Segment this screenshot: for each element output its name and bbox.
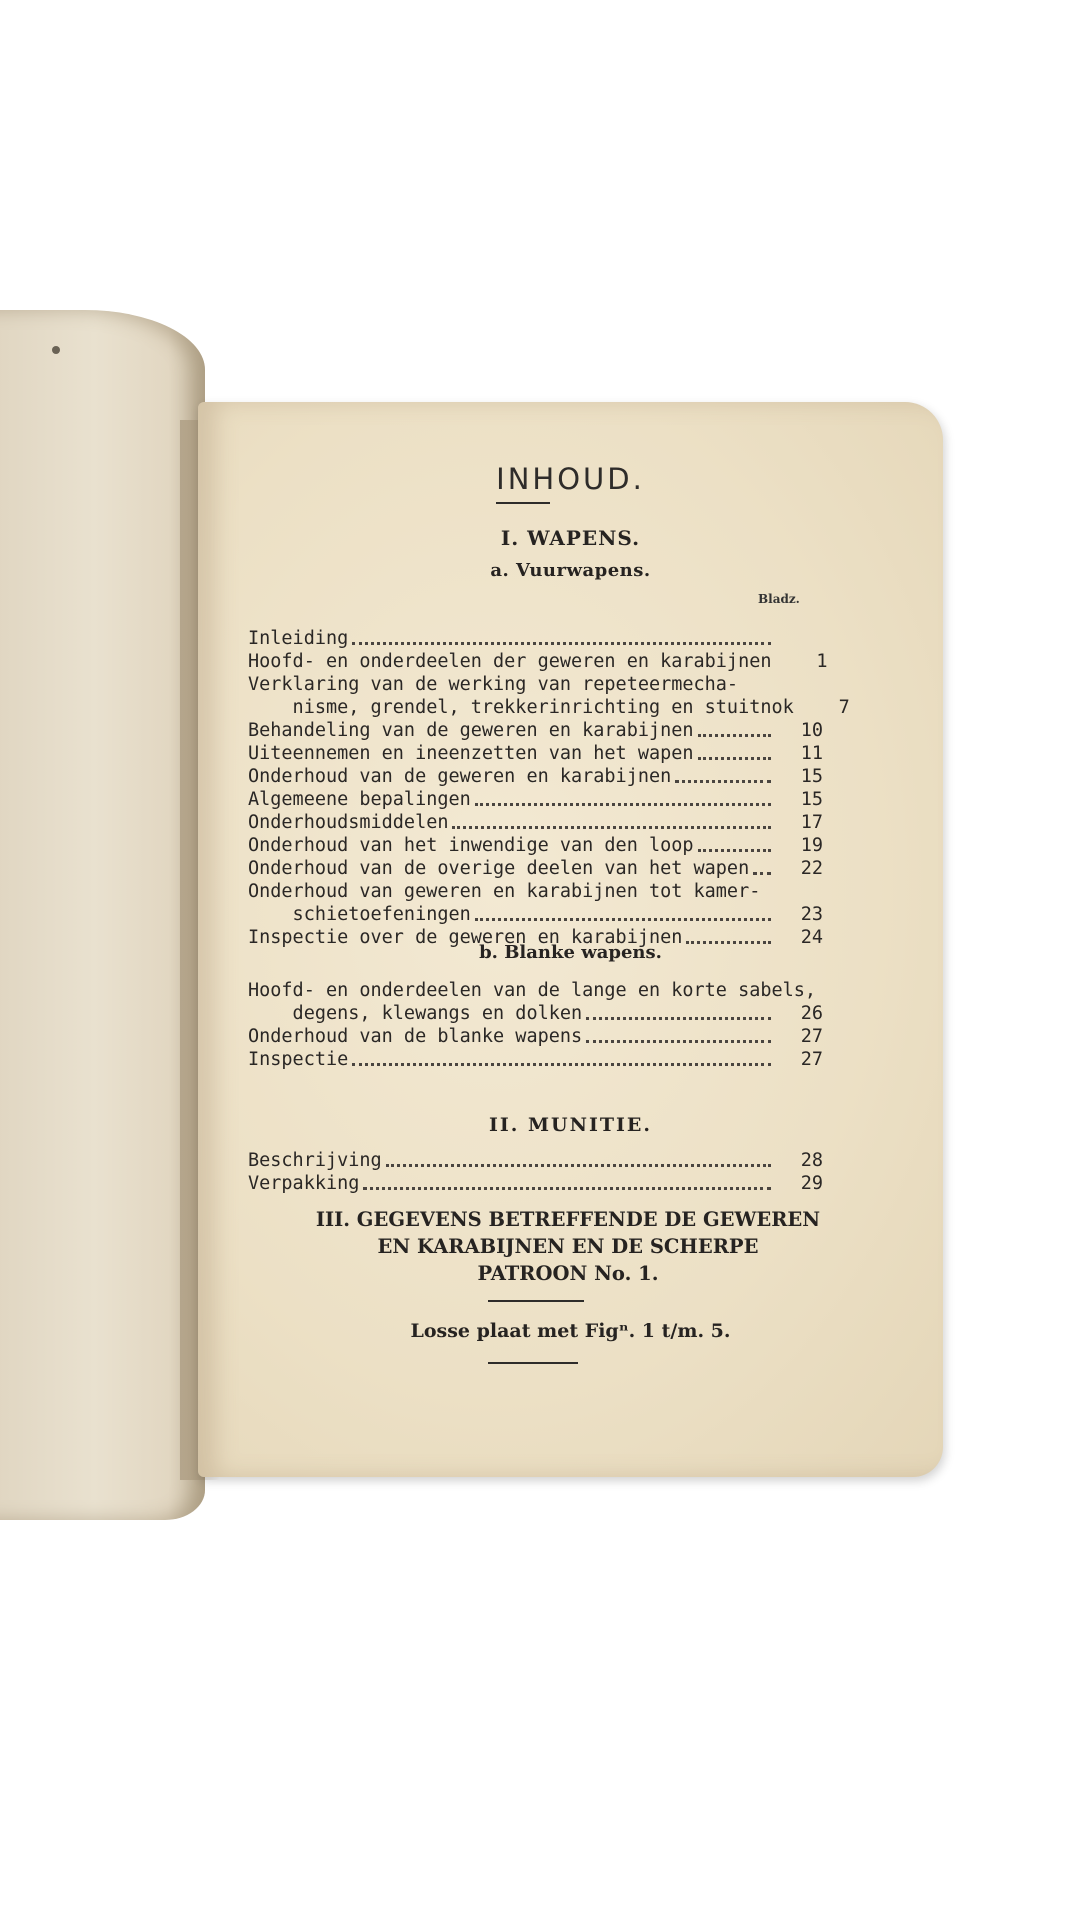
dot-leader: [698, 839, 771, 852]
toc-entry-title: Hoofd- en onderdeelen van de lange en korte sabels,: [248, 980, 817, 1001]
dot-leader: [698, 724, 771, 737]
toc-entry-page: 22: [800, 858, 823, 879]
toc-entry: [248, 1002, 823, 1025]
toc-entry-page: 17: [800, 812, 823, 833]
toc-entry: [248, 903, 823, 926]
dot-leader: [586, 1007, 771, 1020]
toc-entry: [248, 627, 823, 650]
toc-entry: [248, 673, 823, 696]
toc-entry: [248, 719, 823, 742]
toc-entry-title: Inspectie: [248, 1049, 349, 1070]
toc-entry-title: Inleiding: [248, 628, 349, 649]
toc-entry-title: Beschrijving: [248, 1150, 382, 1171]
toc-entry: [248, 788, 823, 811]
toc-entry: [248, 742, 823, 765]
dot-leader: [452, 816, 771, 829]
toc-entry-title: Onderhoudsmiddelen: [248, 812, 449, 833]
toc-entry-page: 7: [838, 697, 850, 718]
toc-entry: [248, 765, 823, 788]
toc-entry-title: Onderhoud van geweren en karabijnen tot kamer-: [248, 881, 761, 902]
toc-entry-page: 27: [800, 1026, 823, 1047]
toc-list-firearms: [248, 627, 850, 949]
toc-entry: [248, 1025, 823, 1048]
toc-entry: [248, 811, 823, 834]
toc-entry-page: 1: [816, 651, 828, 672]
dot-leader: [475, 793, 771, 806]
title-rule: [496, 502, 550, 504]
toc-entry-title: Algemeene bepalingen: [248, 789, 471, 810]
end-rule: [488, 1362, 578, 1364]
section-2-heading: II. MUNITIE.: [489, 1114, 652, 1136]
section-3-line-3: PATROON No. 1.: [477, 1262, 659, 1285]
toc-entry-title: nisme, grendel, trekkerinrichting en stuitnok: [248, 697, 794, 718]
toc-entry-page: 19: [800, 835, 823, 856]
toc-entry-page: 26: [800, 1003, 823, 1024]
page-spot: [52, 346, 60, 354]
toc-entry-page: 24: [800, 927, 823, 948]
toc-entry-title: Verklaring van de werking van repeteermecha-: [248, 674, 739, 695]
dot-leader: [586, 1030, 771, 1043]
dot-leader: [386, 1154, 771, 1167]
toc-entry-page: 11: [800, 743, 823, 764]
toc-entry: [248, 834, 823, 857]
toc-entry: [248, 857, 823, 880]
subsection-a-heading: a. Vuurwapens.: [490, 560, 651, 581]
toc-entry-title: Onderhoud van de blanke wapens: [248, 1026, 583, 1047]
toc-entry: [248, 979, 823, 1002]
toc-entry-title: Inspectie over de geweren en karabijnen: [248, 927, 683, 948]
subsection-b-heading: b. Blanke wapens.: [479, 942, 662, 963]
toc-entry-title: Onderhoud van de overige deelen van het wapen: [248, 858, 750, 879]
toc-list-blades: [248, 979, 823, 1071]
toc-entry-page: 27: [800, 1049, 823, 1070]
toc-entry-title: degens, klewangs en dolken: [248, 1003, 583, 1024]
toc-entry-title: schietoefeningen: [248, 904, 471, 925]
toc-entry-title: Onderhoud van het inwendige van den loop: [248, 835, 694, 856]
section-3-rule: [488, 1300, 584, 1302]
toc-entry-page: 29: [800, 1173, 823, 1194]
toc-entry-page: 15: [800, 789, 823, 810]
dot-leader: [753, 862, 771, 875]
toc-entry: [248, 1172, 823, 1195]
toc-entry: [248, 880, 823, 903]
toc-list-ammunition: [248, 1149, 823, 1195]
dot-leader: [675, 770, 771, 783]
toc-entry: [248, 650, 828, 673]
page-column-label: Bladz.: [758, 592, 800, 606]
contents-page: [198, 402, 943, 1477]
section-3-line-1: III. GEGEVENS BETREFFENDE DE GEWEREN: [315, 1208, 821, 1231]
toc-entry: [248, 1149, 823, 1172]
dot-leader: [363, 1177, 771, 1190]
dot-leader: [352, 632, 771, 645]
toc-entry-title: Onderhoud van de geweren en karabijnen: [248, 766, 672, 787]
dot-leader: [352, 1053, 771, 1066]
left-page: [0, 310, 205, 1520]
toc-entry-page: 15: [800, 766, 823, 787]
toc-entry-page: 23: [800, 904, 823, 925]
toc-entry-title: Verpakking: [248, 1173, 360, 1194]
toc-entry-page: 28: [800, 1150, 823, 1171]
section-1-heading: I. WAPENS.: [500, 526, 641, 550]
toc-entry: [248, 1048, 823, 1071]
section-3-line-2: EN KARABIJNEN EN DE SCHERPE: [377, 1235, 759, 1258]
toc-entry-title: Behandeling van de geweren en karabijnen: [248, 720, 694, 741]
plate-note: Losse plaat met Figⁿ. 1 t/m. 5.: [410, 1320, 731, 1342]
dot-leader: [698, 747, 771, 760]
toc-entry: [248, 696, 850, 719]
section-3-heading: [238, 1206, 898, 1287]
toc-entry-title: Hoofd- en onderdeelen der geweren en karabijnen: [248, 651, 772, 672]
toc-entry-page: 10: [800, 720, 823, 741]
dot-leader: [475, 908, 771, 921]
toc-entry-title: Uiteennemen en ineenzetten van het wapen: [248, 743, 694, 764]
page-title: INHOUD.: [496, 462, 645, 496]
